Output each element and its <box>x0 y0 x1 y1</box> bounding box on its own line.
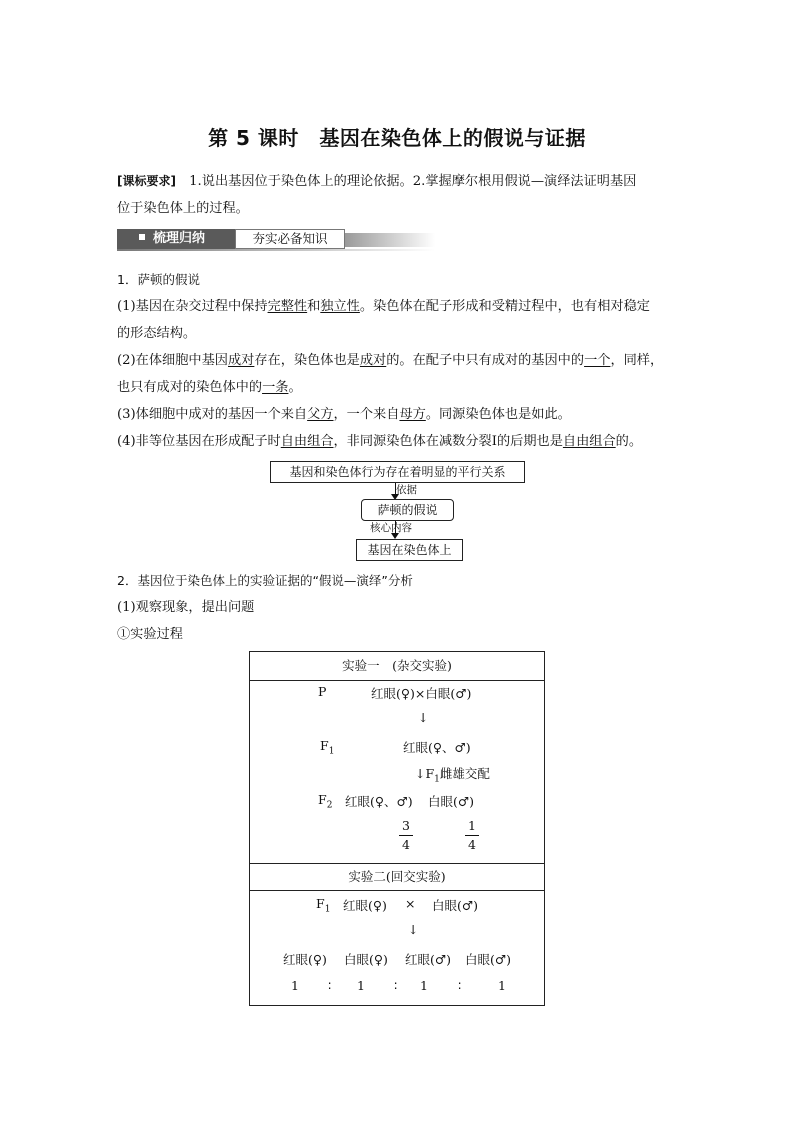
ratio-sep: ∶ <box>394 978 398 993</box>
banner-dark-label: 梳理归纳 <box>153 231 206 246</box>
section2-heading: 2．基因位于染色体上的实验证据的“假说—演绎”分析 <box>117 573 413 588</box>
section2-sub2: ①实验过程 <box>117 627 183 642</box>
ratio-2: 1 <box>357 978 365 993</box>
backcross-white: 白眼(♂) <box>432 898 478 913</box>
banner-light: 夯实必备知识 <box>235 229 345 249</box>
ratio-1: 1 <box>291 978 299 993</box>
f2-red: 红眼(♀、♂) <box>345 794 413 809</box>
hypothesis-1: (1)基因在杂交过程中保持完整性和独立性。染色体在配子形成和受精过程中，也有相对稳定 <box>117 299 650 314</box>
fraction-red: 3 4 <box>399 818 413 853</box>
table-divider <box>250 863 544 864</box>
diagram-box-gene-on-chromosome: 基因在染色体上 <box>356 539 463 561</box>
f2-white: 白眼(♂) <box>428 794 474 809</box>
banner-underline <box>117 249 435 251</box>
ratio-sep: ∶ <box>458 978 462 993</box>
course-requirements <box>117 168 682 222</box>
diagram-box-parallel: 基因和染色体行为存在着明显的平行关系 <box>270 461 525 483</box>
backcross-f1: $F_1$ <box>316 896 331 915</box>
section1-body <box>117 293 682 455</box>
offspring-2: 白眼(♀) <box>344 952 388 967</box>
fraction-white: 1 4 <box>465 818 479 853</box>
hypothesis-2-cont: 也只有成对的染色体中的一条。 <box>117 380 302 395</box>
section2-sub1: (1)观察现象，提出问题 <box>117 600 255 615</box>
exp1-title: 实验一 (杂交实验) <box>342 658 452 673</box>
square-icon <box>139 234 145 240</box>
arrow-down-icon: ↓ <box>415 766 426 781</box>
ratio-3: 1 <box>420 978 428 993</box>
backcross-red: 红眼(♀) <box>343 898 387 913</box>
requirements-line2: 位于染色体上的过程。 <box>117 201 249 216</box>
section1-heading: 1．萨顿的假说 <box>117 272 200 287</box>
diagram-box-sutton: 萨顿的假说 <box>361 499 454 521</box>
offspring-3: 红眼(♂) <box>405 952 451 967</box>
hypothesis-3: (3)体细胞中成对的基因一个来自父方，一个来自母方。同源染色体也是如此。 <box>117 407 571 422</box>
p-cross: 红眼(♀)×白眼(♂) <box>371 686 472 701</box>
banner-dark <box>117 229 235 249</box>
page-title: 第 5 课时 基因在染色体上的假说与证据 <box>208 126 586 150</box>
arrow-down-icon: ↓ <box>418 710 429 725</box>
arrow-label-core: 核心内容 <box>370 522 412 534</box>
backcross-x: × <box>405 896 416 911</box>
p-label: P <box>318 684 327 699</box>
table-divider <box>250 890 544 891</box>
requirements-line1: 1.说出基因位于染色体上的理论依据。2.掌握摩尔根用假说—演绎法证明基因 <box>175 174 637 189</box>
hypothesis-2: (2)在体细胞中基因成对存在，染色体也是成对的。在配子中只有成对的基因中的一个，同样， <box>117 353 664 368</box>
ratio-sep: ∶ <box>328 978 332 993</box>
table-divider <box>250 680 544 681</box>
offspring-1: 红眼(♀) <box>283 952 327 967</box>
ratio-4: 1 <box>498 978 506 993</box>
requirements-tag: [课标要求] <box>117 174 176 188</box>
f1-label: $F_1$ <box>320 738 335 757</box>
banner-fade <box>345 233 435 247</box>
arrow-label-basis: 依据 <box>396 484 417 496</box>
hypothesis-1-cont: 的形态结构。 <box>117 326 197 341</box>
offspring-4: 白眼(♂) <box>465 952 511 967</box>
hypothesis-4: (4)非等位基因在形成配子时自由组合，非同源染色体在减数分裂Ⅰ的后期也是自由组合的。 <box>117 434 643 449</box>
experiment-table <box>249 651 545 1006</box>
arrow-down-icon: ↓ <box>408 922 419 937</box>
f1-value: 红眼(♀、♂) <box>403 740 471 755</box>
f2-label: $F_2$ <box>318 792 333 811</box>
exp2-title: 实验二(回交实验) <box>348 869 446 884</box>
f1-mating: $↓F_1$雌雄交配 <box>415 766 490 785</box>
section-banner <box>117 229 435 251</box>
